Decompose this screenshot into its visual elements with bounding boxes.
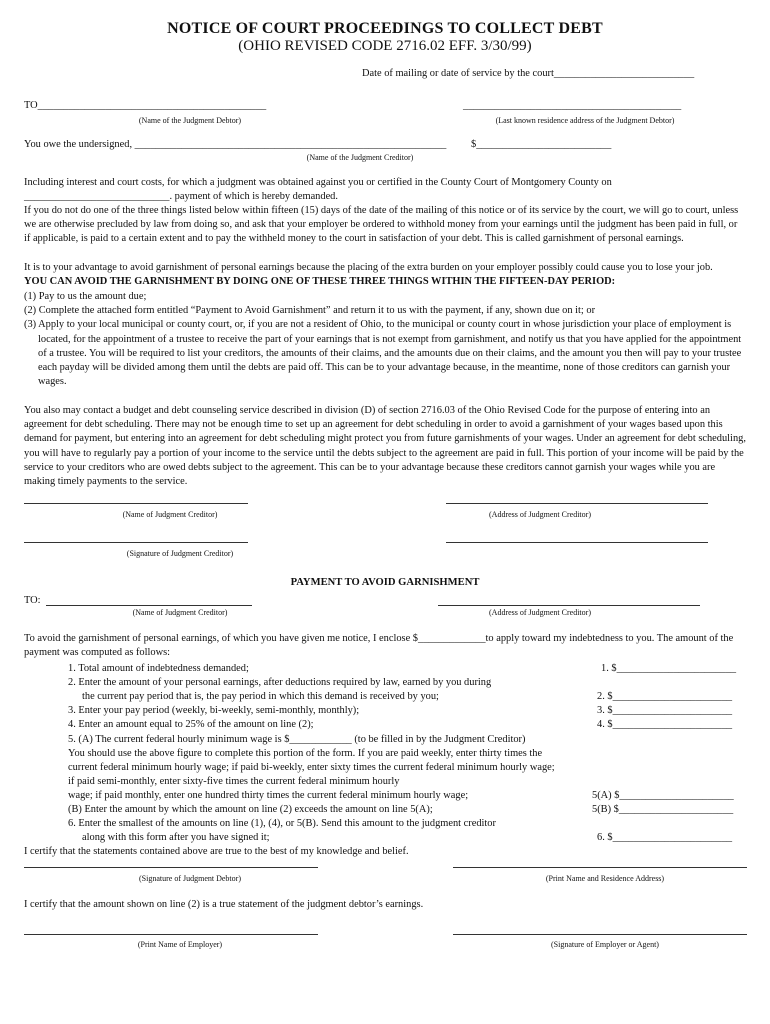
debtor-address-caption: (Last known residence address of the Judgment Debtor) xyxy=(495,116,675,125)
debtor-name-caption: (Name of the Judgment Debtor) xyxy=(138,116,242,125)
employer-signature-line[interactable] xyxy=(453,934,747,935)
option-3: (3) Apply to your local municipal or county court, or, if you are not a resident of Ohio, to the municipal or county court in whose jurisdiction your place of employment is located, for the appointment of a trustee to receive the part of your earnings that is not exempt from garnishment, and notify us that you have applied for the appointment of a trustee. You will be required to list your creditors, the amounts of their claims, and the amounts due on their claims, and the amount you then will pay to your trustee each payday will be divided among them until the debts are paid off. This can be to your advantage because, in the meantime, none of those creditors can garnish your wages. xyxy=(24,319,742,388)
payment-creditor-name-line[interactable] xyxy=(46,605,252,606)
line-1-amount[interactable]: 1. $_______________________ xyxy=(601,663,737,674)
creditor-address-line-2[interactable] xyxy=(446,542,708,543)
debtor-print-name-line[interactable] xyxy=(453,867,747,868)
creditor-signature-line[interactable] xyxy=(24,542,248,543)
line-5a-instructions-4: wage; if paid monthly, enter one hundred thirty times the current federal minimum hourly wage; xyxy=(68,790,469,801)
line-5a-amount[interactable]: 5(A) $______________________ xyxy=(592,790,734,801)
line-6-text-a: 6. Enter the smallest of the amounts on line (1), (4), or 5(B). Send this amount to the judgment creditor xyxy=(68,818,496,829)
amount-owed-field[interactable]: $__________________________ xyxy=(471,139,612,150)
form-title: NOTICE OF COURT PROCEEDINGS TO COLLECT DEBT xyxy=(167,20,603,37)
certify-statement-1: I certify that the statements contained above are true to the best of my knowledge and belief. xyxy=(24,846,409,857)
creditor-address-caption: (Address of Judgment Creditor) xyxy=(489,510,591,519)
debtor-address-field[interactable]: __________________________________________ xyxy=(463,100,682,111)
debtor-signature-line[interactable] xyxy=(24,867,318,868)
debtor-name-field[interactable]: TO____________________________________________ xyxy=(24,100,267,111)
judgment-paragraph: Including interest and court costs, for which a judgment was obtained against you or certified in the County Court of Montgomery County on ____________________________. payment of which is hereby demanded. xyxy=(24,177,612,203)
line-2-text-a: 2. Enter the amount of your personal earnings, after deductions required by law, earned by you during xyxy=(68,677,492,688)
employer-name-line[interactable] xyxy=(24,934,318,935)
creditor-address-line[interactable] xyxy=(446,503,708,504)
payment-creditor-address-line[interactable] xyxy=(438,605,700,606)
payment-to-label: TO: xyxy=(24,595,41,606)
payment-intro: To avoid the garnishment of personal earnings, of which you have given me notice, I enclose $_____________to apply toward my indebtedness to you. The amount of the payment was computed as follows: xyxy=(24,633,734,659)
avoid-garnishment-heading: YOU CAN AVOID THE GARNISHMENT BY DOING ONE OF THESE THREE THINGS WITHIN THE FIFTEEN-DAY PERIOD: xyxy=(24,276,616,287)
line-4-text: 4. Enter an amount equal to 25% of the amount on line (2); xyxy=(68,719,314,730)
line-2-text-b: the current pay period that is, the pay period in which this demand is received by you; xyxy=(82,691,439,702)
debtor-print-name-caption: (Print Name and Residence Address) xyxy=(545,874,665,883)
line-3-amount[interactable]: 3. $_______________________ xyxy=(597,705,733,716)
payment-creditor-name-caption: (Name of Judgment Creditor) xyxy=(132,608,228,617)
line-5a-text: 5. (A) The current federal hourly minimum wage is $____________ (to be filled in by the Judgment Creditor) xyxy=(68,734,526,745)
line-5a-instructions-3: if paid semi-monthly, enter sixty-five times the current federal minimum hourly xyxy=(68,776,400,787)
options-list xyxy=(24,290,746,389)
date-of-mailing-field[interactable]: Date of mailing or date of service by the court___________________________ xyxy=(362,68,695,79)
debt-counseling-paragraph: You also may contact a budget and debt counseling service described in division (D) of section 2716.03 of the Ohio Revised Code for the purpose of entering into an agreement for debt scheduling. There may not be enough time to set up an agreement for debt scheduling in order to avoid a garnishment of your wages based upon this demand for payment, but entering into an agreement for debt scheduling might protect you from future garnishments of your wages. Under an agreement for debt scheduling, you will have to regularly pay a portion of your income to the service until the debts subject to the agreement are paid in full. This portion of your income will be paid by the service to your creditors who are owed debts subject to the agreement. This can be to your advantage because these creditors cannot garnish your wages while you are making timely payments to the service. xyxy=(24,405,746,488)
creditor-signature-caption: (Signature of Judgment Creditor) xyxy=(126,549,234,558)
creditor-name-line[interactable] xyxy=(24,503,248,504)
line-3-text: 3. Enter your pay period (weekly, bi-weekly, semi-monthly, monthly); xyxy=(68,705,360,716)
line-5b-amount[interactable]: 5(B) $______________________ xyxy=(592,804,734,815)
line-5a-instructions-2: current federal minimum hourly wage; if paid bi-weekly, enter sixty times the current federal minimum hourly wage; xyxy=(68,762,555,773)
line-1-text: 1. Total amount of indebtedness demanded; xyxy=(68,663,249,674)
line-6-amount[interactable]: 6. $_______________________ xyxy=(597,832,733,843)
advantage-paragraph: It is to your advantage to avoid garnishment of personal earnings because the placing of the extra burden on your employer possibly could cause you to lose your job. xyxy=(24,262,713,273)
line-2-amount[interactable]: 2. $_______________________ xyxy=(597,691,733,702)
payment-form-title: PAYMENT TO AVOID GARNISHMENT xyxy=(290,577,480,588)
creditor-name-caption: (Name of the Judgment Creditor) xyxy=(306,153,414,162)
payment-creditor-address-caption: (Address of Judgment Creditor) xyxy=(489,608,591,617)
garnishment-warning-paragraph: If you do not do one of the three things listed below within fifteen (15) days of the date of the mailing of this notice or of its service by the court, we will go to court, unless we are otherwise precluded by law from doing so, and ask that your employer be ordered to withhold money from your earnings until the judgment has been paid in full, or if applicable, is paid to a certain extent and to pay the withheld money to the court in satisfaction of your debt. This is called garnishment of personal earnings. xyxy=(24,205,739,245)
creditor-name-caption-2: (Name of Judgment Creditor) xyxy=(122,510,218,519)
line-4-amount[interactable]: 4. $_______________________ xyxy=(597,719,733,730)
line-5b-text: (B) Enter the amount by which the amount on line (2) exceeds the amount on line 5(A); xyxy=(68,804,433,815)
form-subtitle: (OHIO REVISED CODE 2716.02 EFF. 3/30/99) xyxy=(238,38,532,54)
option-2: (2) Complete the attached form entitled “Payment to Avoid Garnishment” and return it to us with the payment, if any, shown due on it; or xyxy=(24,305,596,317)
certify-statement-2: I certify that the amount shown on line (2) is a true statement of the judgment debtor’s earnings. xyxy=(24,899,424,910)
creditor-name-field[interactable]: You owe the undersigned, ____________________________________________________________ xyxy=(24,139,447,150)
employer-signature-caption: (Signature of Employer or Agent) xyxy=(551,940,659,949)
line-5a-instructions-1: You should use the above figure to complete this portion of the form. If you are paid weekly, enter thirty times the xyxy=(68,748,543,759)
option-1: (1) Pay to us the amount due; xyxy=(24,291,147,302)
debtor-signature-caption: (Signature of Judgment Debtor) xyxy=(139,874,241,883)
employer-name-caption: (Print Name of Employer) xyxy=(137,940,223,949)
line-6-text-b: along with this form after you have signed it; xyxy=(82,832,270,843)
